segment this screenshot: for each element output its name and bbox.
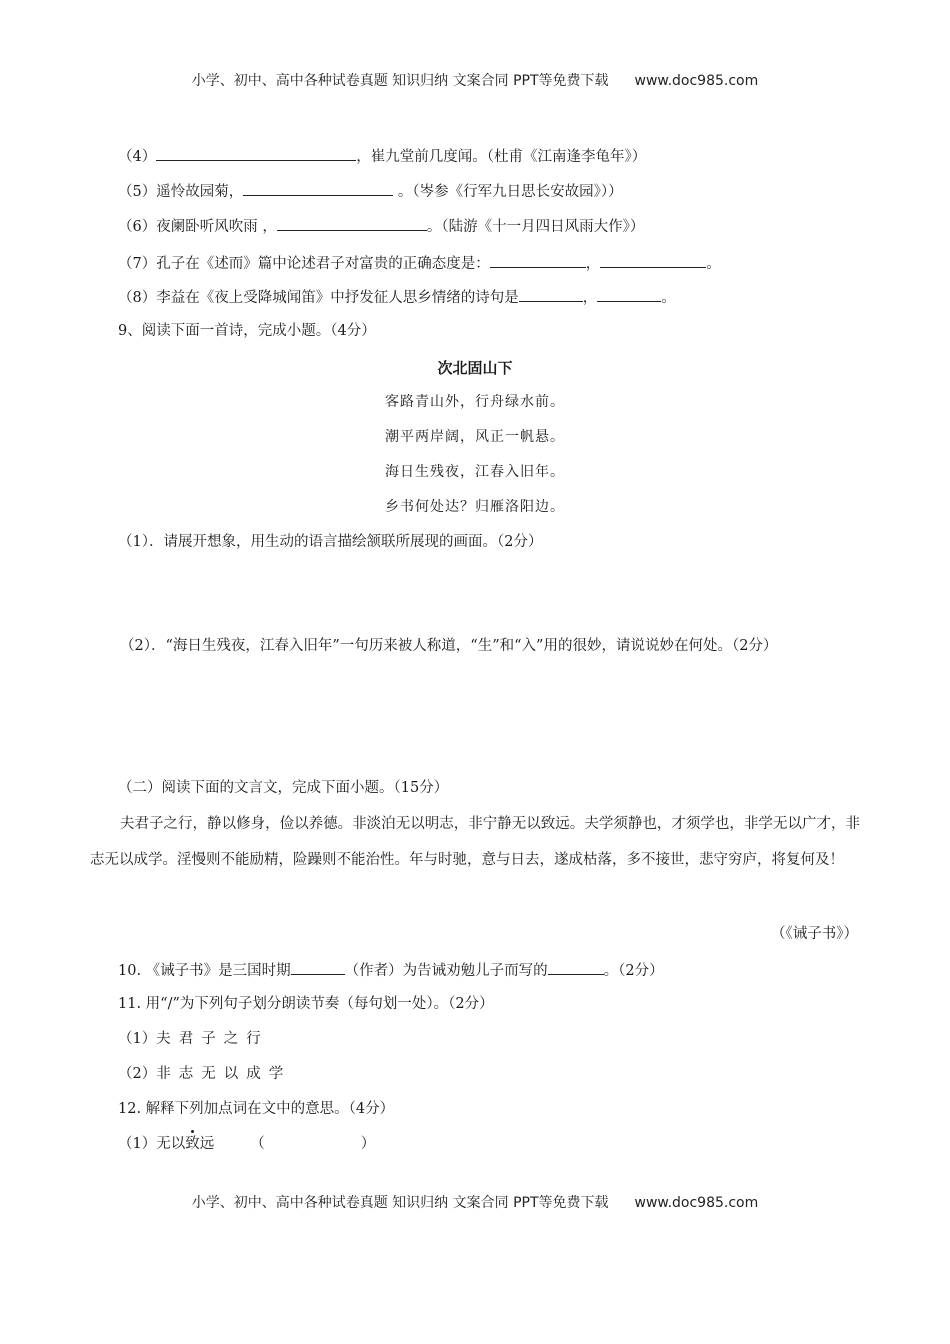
poem-line: 潮平两岸阔，风正一帆悬。 <box>385 429 565 445</box>
dotted-word: 致 <box>185 1136 200 1152</box>
footer-site-link[interactable]: www.doc985.com <box>634 1195 759 1211</box>
q11-stem: 11. 用“/”为下列句子划分朗读节奏（每句划一处）。（2分） <box>118 996 494 1012</box>
header-site-link[interactable]: www.doc985.com <box>634 73 759 89</box>
poem-line: 海日生残夜，江春入旧年。 <box>385 464 565 480</box>
q9-sub1: （1）．请展开想象，用生动的语言描绘颔联所展现的画面。（2分） <box>118 534 543 550</box>
header-text: 小学、初中、高中各种试卷真题 知识归纳 文案合同 PPT等免费下载 <box>191 73 609 89</box>
answer-blank[interactable] <box>265 1134 361 1148</box>
q9-stem: 9、阅读下面一首诗，完成小题。（4分） <box>118 323 376 339</box>
answer-blank[interactable] <box>597 287 661 302</box>
fill-in-5: （5）遥怜故园菊， 。（岑参《行军九日思长安故园》）） <box>118 181 866 202</box>
answer-blank[interactable] <box>548 960 604 975</box>
q11-item-2: （2）非志无以成学 <box>118 1066 292 1082</box>
answer-blank[interactable] <box>291 960 345 975</box>
q11-item-1: （1）夫君子之行 <box>118 1031 269 1047</box>
section2-heading: （二）阅读下面的文言文，完成下面小题。（15分） <box>118 780 449 796</box>
answer-blank[interactable] <box>490 253 586 268</box>
poem-line: 客路青山外，行舟绿水前。 <box>385 394 565 410</box>
q10: 10. 《诫子书》是三国时期 （作者）为告诫劝勉儿子而写的 。（2分） <box>118 960 866 981</box>
passage-source: （《诫子书》） <box>771 926 858 942</box>
page-footer <box>0 1192 950 1212</box>
fill-in-7: （7）孔子在《述而》篇中论述君子对富贵的正确态度是： ， 。 <box>118 253 866 274</box>
answer-blank[interactable] <box>156 146 356 161</box>
fill-in-8: （8）李益在《夜上受降城闻笛》中抒发征人思乡情绪的诗句是 ， 。 <box>118 287 866 308</box>
q9-sub2: （2）．“海日生残夜，江春入旧年”一句历来被人称道，“生”和“入”用的很妙，请说说妙在何处。（2分） <box>120 638 778 654</box>
poem-title: 次北固山下 <box>437 359 513 377</box>
answer-blank[interactable] <box>243 181 393 196</box>
q12-stem: 12. 解释下列加点词在文中的意思。（4分） <box>118 1101 395 1117</box>
q12-item-1: （1）无以致远 （ ） <box>118 1136 376 1152</box>
footer-text: 小学、初中、高中各种试卷真题 知识归纳 文案合同 PPT等免费下载 <box>191 1195 609 1211</box>
fill-in-4: （4） ，崔九堂前几度闻。（杜甫《江南逢李龟年》） <box>118 146 866 167</box>
answer-blank[interactable] <box>519 287 583 302</box>
page-header <box>0 70 950 90</box>
answer-blank[interactable] <box>600 253 706 268</box>
answer-blank[interactable] <box>277 216 427 231</box>
classical-passage: 夫君子之行，静以修身，俭以养德。非淡泊无以明志，非宁静无以致远。夫学须静也，才须学也，非学无以广才，非志无以成学。淫慢则不能励精，险躁则不能治性。年与时驰，意与日去，遂成枯落，多不接世，悲守穷庐，将复何及！ <box>90 816 860 868</box>
poem-line: 乡书何处达？归雁洛阳边。 <box>385 499 565 515</box>
fill-in-6: （6）夜阑卧听风吹雨 ， 。（陆游《十一月四日风雨大作》） <box>118 216 866 237</box>
